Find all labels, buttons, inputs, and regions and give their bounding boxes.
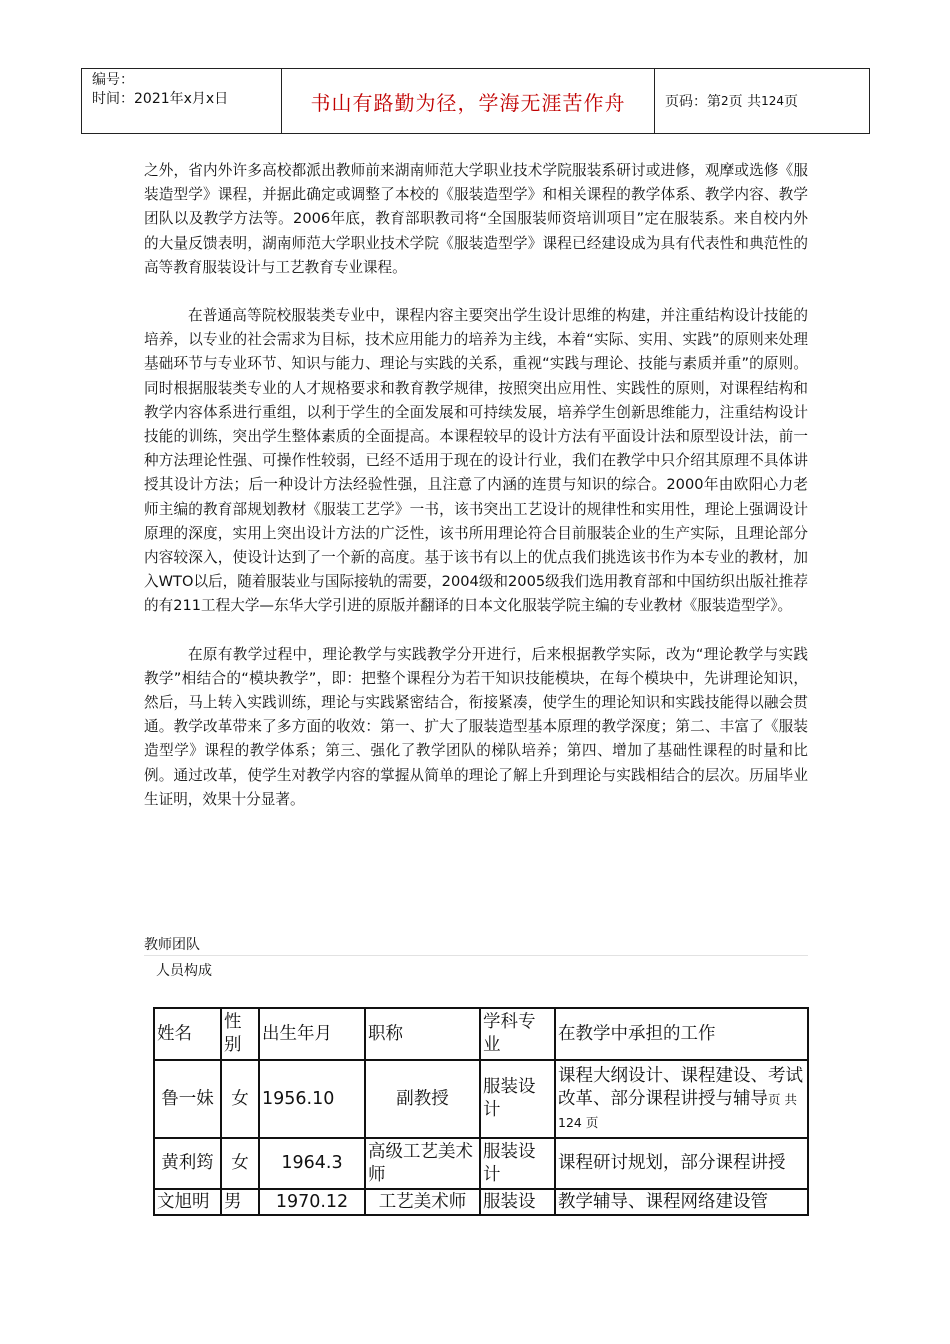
gender-cell — [221, 1189, 259, 1215]
body-text — [144, 159, 808, 836]
birth-cell: 1964.3 — [259, 1138, 365, 1189]
page-counter — [655, 69, 869, 133]
header-cell: 职称 — [365, 1008, 480, 1060]
major-cell: 服装设计 — [480, 1138, 555, 1189]
document-time-label: 时间：2021年x月x日 — [92, 91, 229, 107]
table-header-row — [154, 1008, 808, 1060]
gender-text: 男 — [224, 1191, 242, 1212]
name-cell: 黄利筠 — [154, 1138, 221, 1189]
team-table — [153, 1007, 809, 1216]
header-cell: 出生年月 — [259, 1008, 365, 1060]
section-divider — [144, 955, 808, 956]
table-row — [154, 1060, 808, 1138]
work-cell: 课程研讨规划，部分课程讲授 — [555, 1138, 808, 1189]
page-header — [81, 68, 870, 134]
paragraph: 在原有教学过程中，理论教学与实践教学分开进行，后来根据教学实际，改为“理论教学与实践教学”相结合的“模块教学”，即：把整个课程分为若干知识技能模块，在每个模块中，先讲理论知识，然后，马上转入实践训练，理论与实践紧密结合，衔接紧凑，使学生的理论知识和实践技能得以融会贯通。教学改革带来了多方面的收效：第一、扩大了服装造型基本原理的教学深度；第二、丰富了《服装造型学》课程的教学体系；第三、强化了教学团队的梯队培养；第四、增加了基础性课程的时量和比例。通过改革，使学生对教学内容的掌握从简单的理论了解上升到理论与实践相结合的层次。历届毕业生证明，效果十分显著。 — [144, 645, 808, 808]
major-cell: 服装设计 — [480, 1060, 555, 1138]
page-current: 2 — [721, 94, 729, 108]
title-cell — [365, 1189, 480, 1215]
birth-cell: 1956.10 — [259, 1060, 365, 1138]
major-text: 服装设 — [483, 1191, 536, 1212]
sub-title: 人员构成 — [156, 963, 212, 979]
name-cell: 鲁一妹 — [154, 1060, 221, 1138]
page-footer-overlay: 页 共 124 页 — [558, 1091, 797, 1130]
page-total: 124 — [761, 94, 784, 108]
major-cell — [480, 1189, 555, 1215]
page-prefix: 页码：第 — [665, 94, 721, 110]
header-cell: 性别 — [221, 1008, 259, 1060]
name-cell — [154, 1189, 221, 1215]
section-title: 教师团队 — [144, 937, 200, 953]
title-cell: 高级工艺美术师 — [365, 1138, 480, 1189]
work-cell — [555, 1060, 808, 1138]
gender-cell: 女 — [221, 1060, 259, 1138]
page-mid: 页 共 — [728, 94, 762, 110]
table-row — [154, 1189, 808, 1215]
table-row — [154, 1138, 808, 1189]
gender-cell: 女 — [221, 1138, 259, 1189]
work-text: 教学辅导、课程网络建设管 — [558, 1191, 768, 1212]
document-number-label: 编号： — [92, 72, 134, 88]
birth-text: 1970.12 — [275, 1191, 349, 1212]
name-text: 文旭明 — [157, 1191, 210, 1212]
birth-cell — [259, 1189, 365, 1215]
header-cell: 学科专业 — [480, 1008, 555, 1060]
work-cell — [555, 1189, 808, 1215]
title-cell: 副教授 — [365, 1060, 480, 1138]
header-meta-cell — [82, 69, 282, 133]
paragraph: 之外，省内外许多高校都派出教师前来湖南师范大学职业技术学院服装系研讨或进修，观摩或选修《服装造型学》课程，并据此确定或调整了本校的《服装造型学》和相关课程的教学体系、教学内容、教学团队以及教学方法等。2006年底，教育部职教司将“全国服装师资培训项目”定在服装系。来自校内外的大量反馈表明，湖南师范大学职业技术学院《服装造型学》课程已经建设成为具有代表性和典范性的高等教育服装设计与工艺教育专业课程。 — [144, 162, 808, 276]
header-cell: 在教学中承担的工作 — [555, 1008, 808, 1060]
paragraph: 在普通高等院校服装类专业中，课程内容主要突出学生设计思维的构建，并注重结构设计技能的培养，以专业的社会需求为目标，技术应用能力的培养为主线，本着“实际、实用、实践”的原则来处理基础环节与专业环节、知识与能力、理论与实践的关系，重视“实践与理论、技能与素质并重”的原则。同时根据服装类专业的人才规格要求和教育教学规律，按照突出应用性、实践性的原则，对课程结构和教学内容体系进行重组，以利于学生的全面发展和可持续发展，培养学生创新思维能力，注重结构设计技能的训练，突出学生整体素质的全面提高。本课程较早的设计方法有平面设计法和原型设计法，前一种方法理论性强、可操作性较弱，已经不适用于现在的设计行业，我们在教学中只介绍其原理不具体讲授其设计方法；后一种设计方法经验性强，且注意了内涵的连贯与知识的综合。2000年由欧阳心力老师主编的教育部规划教材《服装工艺学》一书，该书突出工艺设计的规律性和实用性，理论上强调设计原理的深度，实用上突出设计方法的广泛性，该书所用理论符合目前服装企业的生产实际，且理论部分内容较深入，使设计达到了一个新的高度。基于该书有以上的优点我们挑选该书作为本专业的教材，加入WTO以后，随着服装业与国际接轨的需要，2004级和2005级我们选用教育部和中国纺织出版社推荐的有211工程大学—东华大学引进的原版并翻译的日本文化服装学院主编的专业教材《服装造型学》。 — [144, 307, 808, 615]
work-text: 课程大纲设计、课程建设、考试改革、部分课程讲授与辅导 — [558, 1065, 803, 1109]
header-cell: 姓名 — [154, 1008, 221, 1060]
header-motto: 书山有路勤为径，学海无涯苦作舟 — [282, 69, 655, 133]
title-text: 工艺美术师 — [378, 1191, 467, 1212]
page-suffix: 页 — [784, 94, 798, 110]
